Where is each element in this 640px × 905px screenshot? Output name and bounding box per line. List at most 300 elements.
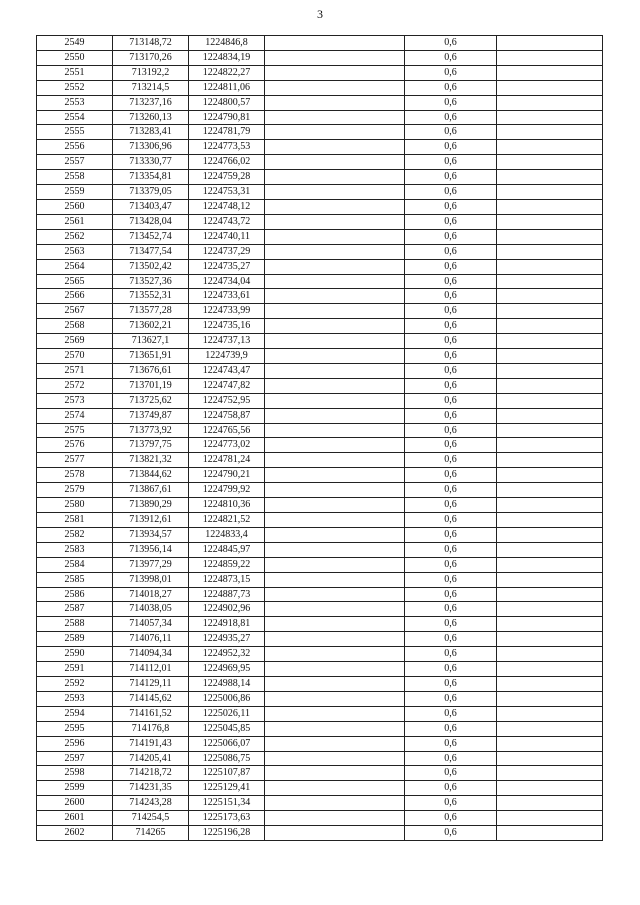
point-number-cell: 2567: [37, 304, 113, 319]
value-cell: 0,6: [405, 319, 497, 334]
point-number-cell: 2574: [37, 408, 113, 423]
empty-cell: [497, 468, 603, 483]
y-coordinate-cell: 1224800,57: [189, 95, 265, 110]
point-number-cell: 2561: [37, 214, 113, 229]
table-row: [37, 736, 603, 751]
empty-cell: [497, 349, 603, 364]
table-row: [37, 721, 603, 736]
y-coordinate-cell: 1224988,14: [189, 676, 265, 691]
empty-cell: [265, 140, 405, 155]
table-row: [37, 334, 603, 349]
empty-cell: [265, 319, 405, 334]
empty-cell: [497, 691, 603, 706]
point-number-cell: 2599: [37, 781, 113, 796]
empty-cell: [497, 229, 603, 244]
table-row: [37, 140, 603, 155]
y-coordinate-cell: 1224773,53: [189, 140, 265, 155]
x-coordinate-cell: 713867,61: [113, 483, 189, 498]
empty-cell: [265, 468, 405, 483]
x-coordinate-cell: 713477,54: [113, 244, 189, 259]
value-cell: 0,6: [405, 65, 497, 80]
point-number-cell: 2598: [37, 766, 113, 781]
point-number-cell: 2555: [37, 125, 113, 140]
empty-cell: [265, 334, 405, 349]
x-coordinate-cell: 713676,61: [113, 363, 189, 378]
table-row: [37, 557, 603, 572]
empty-cell: [497, 393, 603, 408]
empty-cell: [265, 662, 405, 677]
point-number-cell: 2575: [37, 423, 113, 438]
point-number-cell: 2583: [37, 542, 113, 557]
table-row: [37, 289, 603, 304]
coordinates-table: [36, 35, 603, 841]
empty-cell: [497, 617, 603, 632]
y-coordinate-cell: 1224902,96: [189, 602, 265, 617]
point-number-cell: 2578: [37, 468, 113, 483]
point-number-cell: 2588: [37, 617, 113, 632]
empty-cell: [497, 632, 603, 647]
x-coordinate-cell: 714176,8: [113, 721, 189, 736]
x-coordinate-cell: 713214,5: [113, 80, 189, 95]
table-row: [37, 95, 603, 110]
point-number-cell: 2597: [37, 751, 113, 766]
empty-cell: [497, 80, 603, 95]
value-cell: 0,6: [405, 140, 497, 155]
value-cell: 0,6: [405, 527, 497, 542]
point-number-cell: 2568: [37, 319, 113, 334]
value-cell: 0,6: [405, 706, 497, 721]
y-coordinate-cell: 1224735,27: [189, 259, 265, 274]
y-coordinate-cell: 1224969,95: [189, 662, 265, 677]
empty-cell: [265, 513, 405, 528]
empty-cell: [265, 199, 405, 214]
table-row: [37, 65, 603, 80]
value-cell: 0,6: [405, 155, 497, 170]
table-row: [37, 781, 603, 796]
x-coordinate-cell: 713306,96: [113, 140, 189, 155]
y-coordinate-cell: 1225066,07: [189, 736, 265, 751]
table-row: [37, 811, 603, 826]
value-cell: 0,6: [405, 229, 497, 244]
x-coordinate-cell: 713552,31: [113, 289, 189, 304]
y-coordinate-cell: 1224747,82: [189, 378, 265, 393]
empty-cell: [265, 572, 405, 587]
empty-cell: [497, 65, 603, 80]
table-row: [37, 50, 603, 65]
page-number: 3: [317, 7, 323, 21]
point-number-cell: 2586: [37, 587, 113, 602]
value-cell: 0,6: [405, 617, 497, 632]
value-cell: 0,6: [405, 602, 497, 617]
y-coordinate-cell: 1224887,73: [189, 587, 265, 602]
empty-cell: [265, 304, 405, 319]
value-cell: 0,6: [405, 185, 497, 200]
table-row: [37, 349, 603, 364]
empty-cell: [265, 736, 405, 751]
empty-cell: [497, 363, 603, 378]
point-number-cell: 2601: [37, 811, 113, 826]
y-coordinate-cell: 1225196,28: [189, 826, 265, 841]
value-cell: 0,6: [405, 751, 497, 766]
x-coordinate-cell: 713192,2: [113, 65, 189, 80]
empty-cell: [497, 781, 603, 796]
empty-cell: [497, 542, 603, 557]
x-coordinate-cell: 714231,35: [113, 781, 189, 796]
table-row: [37, 527, 603, 542]
table-row: [37, 304, 603, 319]
table-row: [37, 706, 603, 721]
empty-cell: [497, 662, 603, 677]
value-cell: 0,6: [405, 676, 497, 691]
empty-cell: [497, 751, 603, 766]
x-coordinate-cell: 713912,61: [113, 513, 189, 528]
x-coordinate-cell: 714161,52: [113, 706, 189, 721]
value-cell: 0,6: [405, 50, 497, 65]
empty-cell: [265, 214, 405, 229]
empty-cell: [265, 438, 405, 453]
empty-cell: [265, 408, 405, 423]
y-coordinate-cell: 1224743,72: [189, 214, 265, 229]
x-coordinate-cell: 714038,05: [113, 602, 189, 617]
empty-cell: [497, 796, 603, 811]
x-coordinate-cell: 714191,43: [113, 736, 189, 751]
point-number-cell: 2594: [37, 706, 113, 721]
empty-cell: [497, 438, 603, 453]
y-coordinate-cell: 1224935,27: [189, 632, 265, 647]
y-coordinate-cell: 1224735,16: [189, 319, 265, 334]
value-cell: 0,6: [405, 632, 497, 647]
empty-cell: [265, 453, 405, 468]
empty-cell: [497, 110, 603, 125]
x-coordinate-cell: 713283,41: [113, 125, 189, 140]
x-coordinate-cell: 713602,21: [113, 319, 189, 334]
table-row: [37, 572, 603, 587]
empty-cell: [497, 334, 603, 349]
table-row: [37, 542, 603, 557]
y-coordinate-cell: 1224748,12: [189, 199, 265, 214]
table-row: [37, 602, 603, 617]
value-cell: 0,6: [405, 36, 497, 51]
point-number-cell: 2565: [37, 274, 113, 289]
empty-cell: [497, 155, 603, 170]
value-cell: 0,6: [405, 736, 497, 751]
empty-cell: [497, 408, 603, 423]
table-row: [37, 229, 603, 244]
empty-cell: [497, 811, 603, 826]
empty-cell: [497, 274, 603, 289]
x-coordinate-cell: 713934,57: [113, 527, 189, 542]
y-coordinate-cell: 1224834,19: [189, 50, 265, 65]
table-row: [37, 438, 603, 453]
y-coordinate-cell: 1224952,32: [189, 647, 265, 662]
empty-cell: [265, 617, 405, 632]
empty-cell: [497, 721, 603, 736]
y-coordinate-cell: 1224918,81: [189, 617, 265, 632]
y-coordinate-cell: 1224759,28: [189, 170, 265, 185]
point-number-cell: 2573: [37, 393, 113, 408]
empty-cell: [497, 602, 603, 617]
point-number-cell: 2587: [37, 602, 113, 617]
value-cell: 0,6: [405, 378, 497, 393]
x-coordinate-cell: 713527,36: [113, 274, 189, 289]
empty-cell: [497, 527, 603, 542]
table-row: [37, 185, 603, 200]
point-number-cell: 2602: [37, 826, 113, 841]
table-row: [37, 676, 603, 691]
table-row: [37, 632, 603, 647]
empty-cell: [497, 453, 603, 468]
empty-cell: [497, 766, 603, 781]
table-row: [37, 170, 603, 185]
empty-cell: [265, 274, 405, 289]
x-coordinate-cell: 713627,1: [113, 334, 189, 349]
point-number-cell: 2558: [37, 170, 113, 185]
value-cell: 0,6: [405, 274, 497, 289]
empty-cell: [265, 363, 405, 378]
point-number-cell: 2590: [37, 647, 113, 662]
x-coordinate-cell: 713237,16: [113, 95, 189, 110]
y-coordinate-cell: 1224810,36: [189, 498, 265, 513]
empty-cell: [265, 50, 405, 65]
value-cell: 0,6: [405, 170, 497, 185]
table-row: [37, 453, 603, 468]
value-cell: 0,6: [405, 468, 497, 483]
y-coordinate-cell: 1224781,24: [189, 453, 265, 468]
empty-cell: [265, 676, 405, 691]
value-cell: 0,6: [405, 796, 497, 811]
x-coordinate-cell: 713701,19: [113, 378, 189, 393]
y-coordinate-cell: 1224758,87: [189, 408, 265, 423]
x-coordinate-cell: 713725,62: [113, 393, 189, 408]
table-row: [37, 214, 603, 229]
value-cell: 0,6: [405, 498, 497, 513]
empty-cell: [265, 423, 405, 438]
empty-cell: [497, 483, 603, 498]
empty-cell: [265, 483, 405, 498]
value-cell: 0,6: [405, 244, 497, 259]
empty-cell: [497, 676, 603, 691]
y-coordinate-cell: 1224811,06: [189, 80, 265, 95]
point-number-cell: 2580: [37, 498, 113, 513]
empty-cell: [265, 602, 405, 617]
x-coordinate-cell: 713956,14: [113, 542, 189, 557]
value-cell: 0,6: [405, 259, 497, 274]
empty-cell: [265, 125, 405, 140]
value-cell: 0,6: [405, 542, 497, 557]
empty-cell: [497, 378, 603, 393]
value-cell: 0,6: [405, 393, 497, 408]
empty-cell: [497, 736, 603, 751]
x-coordinate-cell: 714218,72: [113, 766, 189, 781]
value-cell: 0,6: [405, 304, 497, 319]
table-row: [37, 647, 603, 662]
y-coordinate-cell: 1224737,29: [189, 244, 265, 259]
table-row: [37, 408, 603, 423]
x-coordinate-cell: 714094,34: [113, 647, 189, 662]
x-coordinate-cell: 713403,47: [113, 199, 189, 214]
y-coordinate-cell: 1224845,97: [189, 542, 265, 557]
empty-cell: [497, 706, 603, 721]
table-row: [37, 468, 603, 483]
table-row: [37, 125, 603, 140]
point-number-cell: 2571: [37, 363, 113, 378]
x-coordinate-cell: 713354,81: [113, 170, 189, 185]
empty-cell: [497, 572, 603, 587]
empty-cell: [265, 185, 405, 200]
x-coordinate-cell: 713428,04: [113, 214, 189, 229]
table-row: [37, 199, 603, 214]
y-coordinate-cell: 1224821,52: [189, 513, 265, 528]
empty-cell: [265, 170, 405, 185]
empty-cell: [265, 498, 405, 513]
table-row: [37, 691, 603, 706]
table-row: [37, 826, 603, 841]
y-coordinate-cell: 1224753,31: [189, 185, 265, 200]
value-cell: 0,6: [405, 110, 497, 125]
y-coordinate-cell: 1225086,75: [189, 751, 265, 766]
x-coordinate-cell: 713998,01: [113, 572, 189, 587]
table-row: [37, 498, 603, 513]
table-row: [37, 751, 603, 766]
x-coordinate-cell: 714254,5: [113, 811, 189, 826]
empty-cell: [497, 557, 603, 572]
empty-cell: [265, 378, 405, 393]
y-coordinate-cell: 1224873,15: [189, 572, 265, 587]
empty-cell: [497, 140, 603, 155]
y-coordinate-cell: 1225006,86: [189, 691, 265, 706]
point-number-cell: 2582: [37, 527, 113, 542]
empty-cell: [265, 632, 405, 647]
x-coordinate-cell: 714129,11: [113, 676, 189, 691]
coordinates-table-body: [37, 36, 603, 841]
value-cell: 0,6: [405, 572, 497, 587]
value-cell: 0,6: [405, 349, 497, 364]
table-row: [37, 110, 603, 125]
y-coordinate-cell: 1224733,99: [189, 304, 265, 319]
empty-cell: [265, 811, 405, 826]
y-coordinate-cell: 1225107,87: [189, 766, 265, 781]
value-cell: 0,6: [405, 721, 497, 736]
x-coordinate-cell: 713577,28: [113, 304, 189, 319]
value-cell: 0,6: [405, 483, 497, 498]
x-coordinate-cell: 713502,42: [113, 259, 189, 274]
table-row: [37, 259, 603, 274]
y-coordinate-cell: 1224737,13: [189, 334, 265, 349]
value-cell: 0,6: [405, 408, 497, 423]
empty-cell: [497, 170, 603, 185]
empty-cell: [265, 796, 405, 811]
empty-cell: [497, 199, 603, 214]
value-cell: 0,6: [405, 826, 497, 841]
y-coordinate-cell: 1224766,02: [189, 155, 265, 170]
value-cell: 0,6: [405, 363, 497, 378]
y-coordinate-cell: 1224859,22: [189, 557, 265, 572]
point-number-cell: 2593: [37, 691, 113, 706]
point-number-cell: 2576: [37, 438, 113, 453]
x-coordinate-cell: 714243,28: [113, 796, 189, 811]
empty-cell: [497, 125, 603, 140]
point-number-cell: 2560: [37, 199, 113, 214]
table-row: [37, 155, 603, 170]
y-coordinate-cell: 1224846,8: [189, 36, 265, 51]
table-row: [37, 587, 603, 602]
y-coordinate-cell: 1225129,41: [189, 781, 265, 796]
table-row: [37, 796, 603, 811]
point-number-cell: 2581: [37, 513, 113, 528]
empty-cell: [265, 542, 405, 557]
empty-cell: [265, 781, 405, 796]
point-number-cell: 2595: [37, 721, 113, 736]
y-coordinate-cell: 1224752,95: [189, 393, 265, 408]
point-number-cell: 2600: [37, 796, 113, 811]
table-row: [37, 363, 603, 378]
table-row: [37, 274, 603, 289]
y-coordinate-cell: 1224740,11: [189, 229, 265, 244]
empty-cell: [265, 349, 405, 364]
y-coordinate-cell: 1224733,61: [189, 289, 265, 304]
empty-cell: [497, 50, 603, 65]
empty-cell: [497, 304, 603, 319]
empty-cell: [265, 244, 405, 259]
empty-cell: [265, 80, 405, 95]
empty-cell: [265, 766, 405, 781]
value-cell: 0,6: [405, 513, 497, 528]
point-number-cell: 2577: [37, 453, 113, 468]
empty-cell: [265, 527, 405, 542]
x-coordinate-cell: 714112,01: [113, 662, 189, 677]
point-number-cell: 2549: [37, 36, 113, 51]
table-row: [37, 617, 603, 632]
empty-cell: [265, 557, 405, 572]
point-number-cell: 2572: [37, 378, 113, 393]
value-cell: 0,6: [405, 691, 497, 706]
point-number-cell: 2589: [37, 632, 113, 647]
empty-cell: [497, 185, 603, 200]
empty-cell: [497, 36, 603, 51]
value-cell: 0,6: [405, 334, 497, 349]
table-row: [37, 80, 603, 95]
empty-cell: [497, 647, 603, 662]
y-coordinate-cell: 1224790,21: [189, 468, 265, 483]
point-number-cell: 2579: [37, 483, 113, 498]
point-number-cell: 2592: [37, 676, 113, 691]
x-coordinate-cell: 713821,32: [113, 453, 189, 468]
value-cell: 0,6: [405, 453, 497, 468]
table-row: [37, 36, 603, 51]
y-coordinate-cell: 1224781,79: [189, 125, 265, 140]
y-coordinate-cell: 1225151,34: [189, 796, 265, 811]
value-cell: 0,6: [405, 95, 497, 110]
value-cell: 0,6: [405, 423, 497, 438]
x-coordinate-cell: 713651,91: [113, 349, 189, 364]
x-coordinate-cell: 714076,11: [113, 632, 189, 647]
point-number-cell: 2550: [37, 50, 113, 65]
x-coordinate-cell: 714265: [113, 826, 189, 841]
empty-cell: [265, 393, 405, 408]
empty-cell: [265, 706, 405, 721]
table-row: [37, 483, 603, 498]
value-cell: 0,6: [405, 587, 497, 602]
empty-cell: [265, 110, 405, 125]
x-coordinate-cell: 714205,41: [113, 751, 189, 766]
empty-cell: [265, 36, 405, 51]
y-coordinate-cell: 1224822,27: [189, 65, 265, 80]
empty-cell: [497, 95, 603, 110]
value-cell: 0,6: [405, 199, 497, 214]
y-coordinate-cell: 1224743,47: [189, 363, 265, 378]
x-coordinate-cell: 713797,75: [113, 438, 189, 453]
point-number-cell: 2584: [37, 557, 113, 572]
